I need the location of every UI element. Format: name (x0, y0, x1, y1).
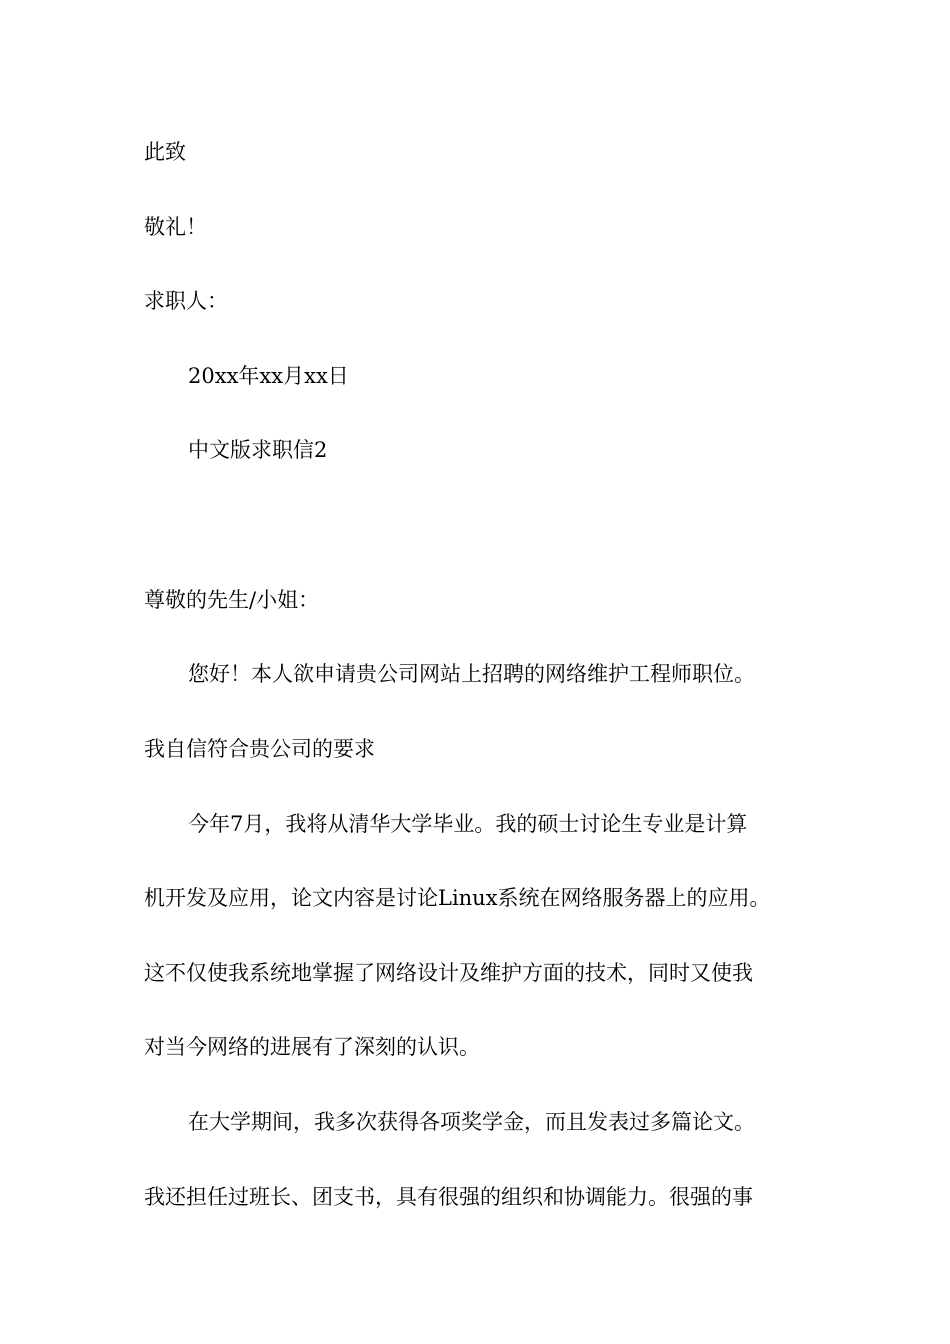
applicant-line: 求职人： (144, 289, 228, 313)
body-paragraph-line: 对当今网络的进展有了深刻的认识。 (144, 1035, 480, 1059)
salute-line: 敬礼！ (144, 215, 207, 239)
body-paragraph-line: 今年7月，我将从清华大学毕业。我的硕士讨论生专业是计算 (188, 812, 748, 836)
body-paragraph-line: 我还担任过班长、团支书，具有很强的组织和协调能力。很强的事 (144, 1185, 753, 1209)
body-paragraph-line: 机开发及应用，论文内容是讨论Linux系统在网络服务器上的应用。 (144, 886, 771, 910)
body-paragraph-line: 这不仅使我系统地掌握了网络设计及维护方面的技术，同时又使我 (144, 961, 753, 985)
body-paragraph-line: 在大学期间，我多次获得各项奖学金，而且发表过多篇论文。 (188, 1110, 755, 1134)
body-paragraph-line: 我自信符合贵公司的要求 (144, 737, 375, 761)
greeting-line: 尊敬的先生/小姐： (144, 588, 320, 612)
date-line: 20xx年xx月xx日 (188, 364, 349, 388)
letter-title: 中文版求职信2 (188, 438, 328, 462)
closing-line: 此致 (144, 140, 186, 164)
body-paragraph-line: 您好！本人欲申请贵公司网站上招聘的网络维护工程师职位。 (188, 662, 755, 686)
